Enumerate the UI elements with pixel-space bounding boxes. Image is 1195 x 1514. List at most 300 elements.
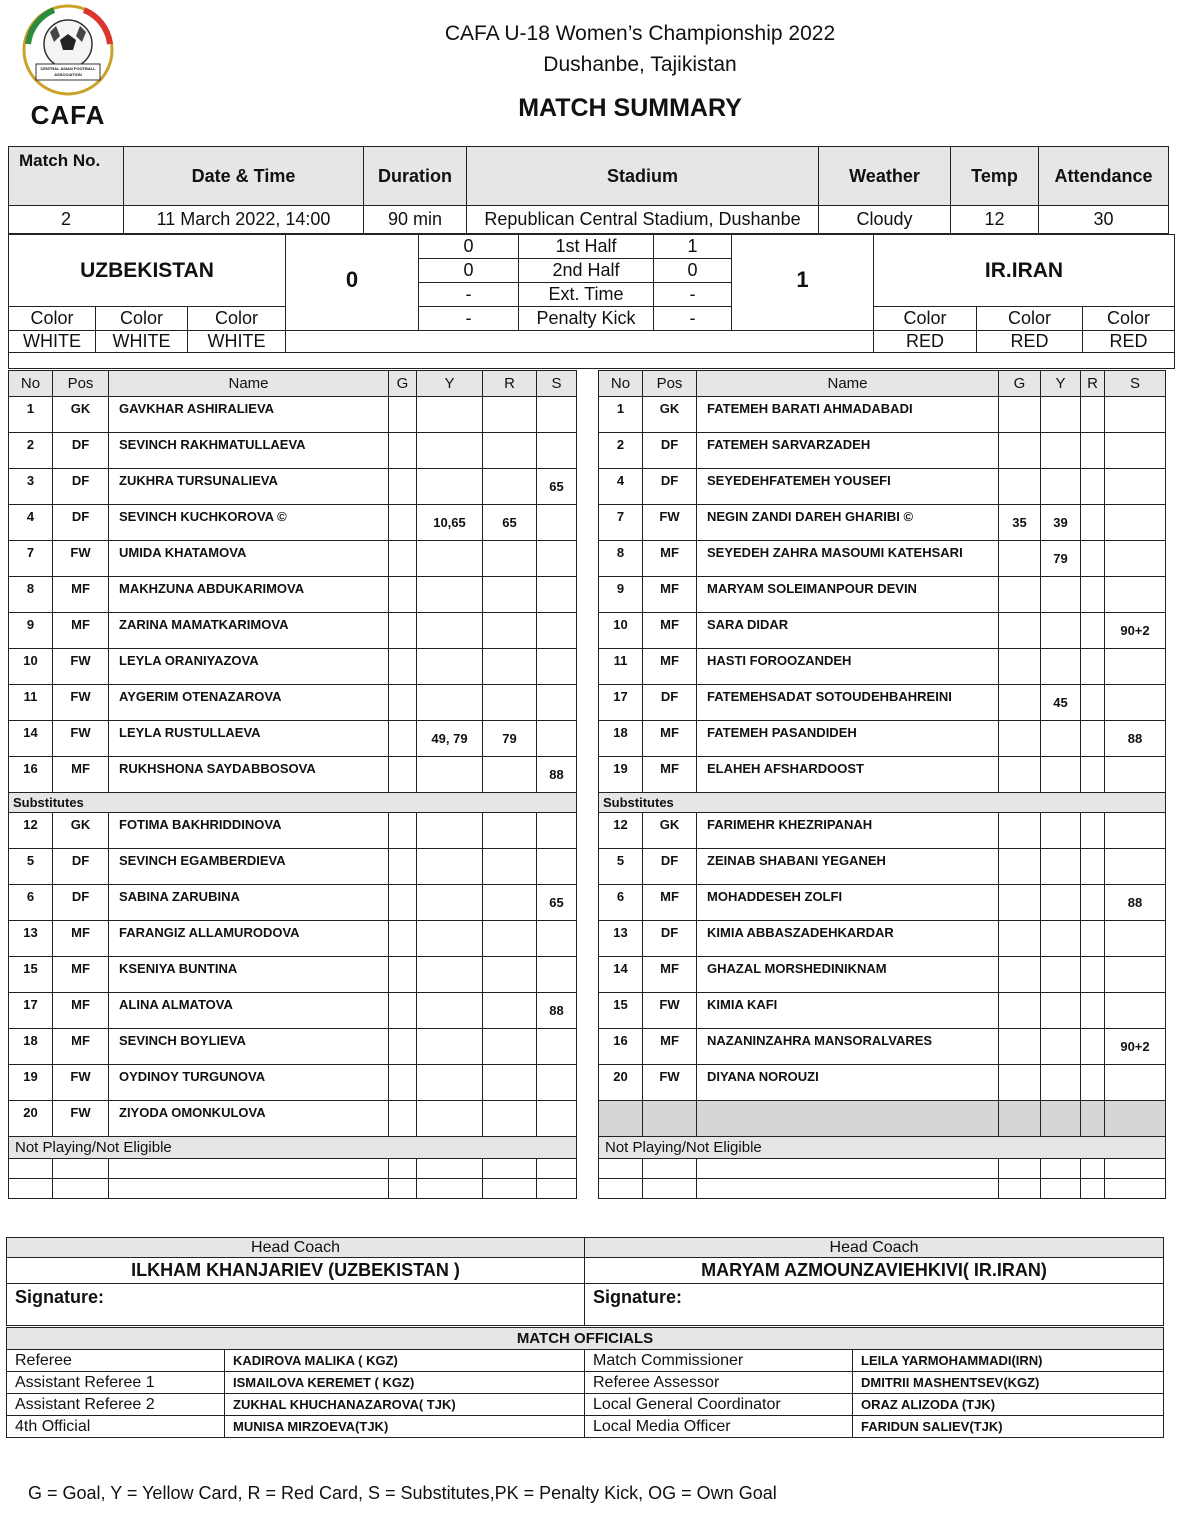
player-row (9, 813, 577, 849)
player-number: 9 (9, 613, 53, 649)
official-role: Referee Assessor (585, 1372, 853, 1394)
away-1st-half: 1 (654, 235, 732, 259)
empty-cell (1081, 1179, 1105, 1199)
empty-cell (697, 1101, 999, 1137)
player-position: MF (643, 577, 697, 613)
empty-cell (1105, 1101, 1166, 1137)
official-name: FARIDUN SALIEV(TJK) (853, 1416, 1164, 1438)
player-position: GK (643, 813, 697, 849)
empty-cell (537, 1179, 577, 1199)
officials-table (6, 1327, 1164, 1438)
player-r-minute (483, 541, 537, 577)
player-g-minute (999, 1029, 1041, 1065)
player-position: MF (53, 921, 109, 957)
empty-cell (9, 1179, 53, 1199)
player-y-minute (417, 469, 483, 505)
score-table (8, 234, 1175, 369)
player-r-minute (1081, 1029, 1105, 1065)
player-number: 16 (9, 757, 53, 793)
player-s-minute (537, 849, 577, 885)
player-name: SARA DIDAR (697, 613, 999, 649)
away-signature-label: Signature: (585, 1284, 1164, 1326)
not-playing-label: Not Playing/Not Eligible (9, 1137, 577, 1159)
player-row (9, 1029, 577, 1065)
away-score: 1 (732, 235, 874, 331)
player-y-minute (417, 993, 483, 1029)
temp-value: 12 (951, 206, 1039, 234)
player-y-minute (1041, 921, 1081, 957)
player-y-minute (417, 433, 483, 469)
player-row (599, 685, 1166, 721)
stadium-value: Republican Central Stadium, Dushanbe (467, 206, 819, 234)
player-row (9, 685, 577, 721)
player-r-minute (1081, 813, 1105, 849)
player-name: ZARINA MAMATKARIMOVA (109, 613, 389, 649)
championship-location: Dushanbe, Tajikistan (543, 53, 737, 76)
player-number: 4 (599, 469, 643, 505)
player-name: FATEMEH PASANDIDEH (697, 721, 999, 757)
player-s-minute (1105, 957, 1166, 993)
player-name: KIMIA ABBASZADEHKARDAR (697, 921, 999, 957)
player-name: UMIDA KHATAMOVA (109, 541, 389, 577)
home-color-1: WHITE (9, 331, 96, 353)
empty-cell (599, 1101, 643, 1137)
player-row (599, 885, 1166, 921)
empty-row (599, 1159, 1166, 1179)
player-s-minute (537, 813, 577, 849)
official-name: DMITRII MASHENTSEV(KGZ) (853, 1372, 1164, 1394)
player-row (599, 469, 1166, 505)
player-g-minute (999, 885, 1041, 921)
player-row (599, 957, 1166, 993)
player-y-minute (1041, 397, 1081, 433)
empty-cell (9, 1159, 53, 1179)
player-y-minute (417, 1101, 483, 1137)
player-name: LEYLA ORANIYAZOVA (109, 649, 389, 685)
player-s-minute (537, 1029, 577, 1065)
player-number: 20 (599, 1065, 643, 1101)
player-r-minute (483, 649, 537, 685)
empty-cell (599, 1179, 643, 1199)
player-g-minute (389, 505, 417, 541)
player-position: MF (643, 649, 697, 685)
player-position: DF (643, 433, 697, 469)
weather-label: Weather (819, 147, 951, 206)
player-r-minute (1081, 721, 1105, 757)
player-y-minute: 79 (1041, 541, 1081, 577)
player-row (599, 541, 1166, 577)
player-r-minute: 79 (483, 721, 537, 757)
column-header-s: S (537, 371, 577, 397)
player-g-minute (389, 813, 417, 849)
empty-cell (53, 1179, 109, 1199)
player-number: 2 (9, 433, 53, 469)
player-s-minute (537, 577, 577, 613)
substitutes-label: Substitutes (9, 793, 577, 813)
player-s-minute (537, 1101, 577, 1137)
player-g-minute (389, 469, 417, 505)
player-number: 13 (9, 921, 53, 957)
player-position: MF (53, 957, 109, 993)
official-role: Local General Coordinator (585, 1394, 853, 1416)
player-position: DF (53, 433, 109, 469)
player-r-minute (483, 885, 537, 921)
player-row (9, 849, 577, 885)
player-number: 20 (9, 1101, 53, 1137)
player-s-minute (537, 433, 577, 469)
player-row (599, 613, 1166, 649)
player-g-minute (389, 613, 417, 649)
player-name: NAZANINZAHRA MANSORALVARES (697, 1029, 999, 1065)
player-number: 18 (9, 1029, 53, 1065)
player-r-minute (1081, 577, 1105, 613)
home-1st-half: 0 (419, 235, 519, 259)
player-number: 5 (9, 849, 53, 885)
player-r-minute (483, 577, 537, 613)
official-name: MUNISA MIRZOEVA(TJK) (225, 1416, 585, 1438)
player-g-minute (389, 1065, 417, 1101)
player-position: FW (53, 1101, 109, 1137)
empty-cell (417, 1159, 483, 1179)
player-row (599, 813, 1166, 849)
player-y-minute (1041, 433, 1081, 469)
empty-cell (999, 1101, 1041, 1137)
player-position: MF (53, 757, 109, 793)
player-s-minute (1105, 469, 1166, 505)
player-position: DF (643, 921, 697, 957)
player-row (9, 541, 577, 577)
official-row (7, 1394, 1164, 1416)
player-name: FATEMEH BARATI AHMADABADI (697, 397, 999, 433)
player-r-minute (1081, 849, 1105, 885)
player-row (9, 1101, 577, 1137)
player-row (599, 1065, 1166, 1101)
player-g-minute (999, 849, 1041, 885)
player-r-minute (1081, 921, 1105, 957)
player-row (9, 613, 577, 649)
official-name: LEILA YARMOHAMMADI(IRN) (853, 1350, 1164, 1372)
player-position: MF (53, 613, 109, 649)
player-position: FW (643, 505, 697, 541)
home-color-3: WHITE (188, 331, 286, 353)
player-position: MF (53, 577, 109, 613)
player-r-minute (1081, 613, 1105, 649)
player-s-minute (537, 921, 577, 957)
player-r-minute (483, 813, 537, 849)
player-y-minute (417, 649, 483, 685)
player-g-minute (999, 685, 1041, 721)
player-number: 13 (599, 921, 643, 957)
player-row (599, 577, 1166, 613)
match-no-value: 2 (9, 206, 124, 234)
player-y-minute (417, 1065, 483, 1101)
official-name: ZUKHAL KHUCHANAZAROVA( TJK) (225, 1394, 585, 1416)
player-name: GHAZAL MORSHEDINIKNAM (697, 957, 999, 993)
official-row (7, 1350, 1164, 1372)
player-row (9, 757, 577, 793)
player-name: MOHADDESEH ZOLFI (697, 885, 999, 921)
player-number: 19 (9, 1065, 53, 1101)
player-position: FW (53, 721, 109, 757)
legend: G = Goal, Y = Yellow Card, R = Red Card, S = Substitutes,PK = Penalty Kick, OG = Own Goal (28, 1483, 777, 1503)
player-position: MF (643, 613, 697, 649)
player-r-minute (1081, 993, 1105, 1029)
player-y-minute (1041, 757, 1081, 793)
player-number: 10 (599, 613, 643, 649)
player-r-minute (483, 613, 537, 649)
empty-cell (999, 1159, 1041, 1179)
player-number: 19 (599, 757, 643, 793)
player-g-minute (389, 433, 417, 469)
away-player-table (598, 370, 1166, 1199)
player-number: 7 (9, 541, 53, 577)
player-name: DIYANA NOROUZI (697, 1065, 999, 1101)
player-g-minute (389, 757, 417, 793)
logo-text: CAFA (30, 100, 106, 130)
player-row (599, 649, 1166, 685)
player-y-minute (1041, 577, 1081, 613)
home-color-2: WHITE (96, 331, 188, 353)
player-row (599, 433, 1166, 469)
player-s-minute (1105, 921, 1166, 957)
player-y-minute (417, 613, 483, 649)
player-y-minute (417, 757, 483, 793)
official-row (7, 1372, 1164, 1394)
player-number: 18 (599, 721, 643, 757)
empty-cell (1041, 1101, 1081, 1137)
player-name: FARIMEHR KHEZRIPANAH (697, 813, 999, 849)
away-color-2: RED (977, 331, 1083, 353)
column-header-pos: Pos (53, 371, 109, 397)
player-name: RUKHSHONA SAYDABBOSOVA (109, 757, 389, 793)
player-r-minute (483, 1029, 537, 1065)
player-number: 3 (9, 469, 53, 505)
player-r-minute (1081, 885, 1105, 921)
player-y-minute (417, 921, 483, 957)
official-name: ISMAILOVA KEREMET ( KGZ) (225, 1372, 585, 1394)
official-role: Referee (7, 1350, 225, 1372)
player-position: DF (53, 469, 109, 505)
empty-cell (697, 1179, 999, 1199)
player-r-minute (1081, 1065, 1105, 1101)
football-icon (14, 4, 122, 100)
player-r-minute (483, 757, 537, 793)
player-row (599, 921, 1166, 957)
player-y-minute (1041, 1029, 1081, 1065)
player-g-minute (999, 993, 1041, 1029)
column-header-r: R (1081, 371, 1105, 397)
period-ext-time: Ext. Time (519, 283, 654, 307)
date-time-label: Date & Time (124, 147, 364, 206)
player-name: LEYLA RUSTULLAEVA (109, 721, 389, 757)
player-name: KIMIA KAFI (697, 993, 999, 1029)
player-number: 4 (9, 505, 53, 541)
away-penalty: - (654, 307, 732, 331)
column-header-no: No (599, 371, 643, 397)
player-name: SEVINCH RAKHMATULLAEVA (109, 433, 389, 469)
empty-cell (643, 1101, 697, 1137)
player-number: 2 (599, 433, 643, 469)
player-name: SEVINCH EGAMBERDIEVA (109, 849, 389, 885)
empty-cell (537, 1159, 577, 1179)
player-g-minute (999, 469, 1041, 505)
player-name: FATEMEHSADAT SOTOUDEHBAHREINI (697, 685, 999, 721)
player-s-minute (537, 685, 577, 721)
period-2nd-half: 2nd Half (519, 259, 654, 283)
column-header-y: Y (1041, 371, 1081, 397)
player-row (9, 957, 577, 993)
home-ext-time: - (419, 283, 519, 307)
player-name: ALINA ALMATOVA (109, 993, 389, 1029)
player-s-minute (1105, 1065, 1166, 1101)
column-header-r: R (483, 371, 537, 397)
player-s-minute (1105, 577, 1166, 613)
home-penalty: - (419, 307, 519, 331)
player-name: SEVINCH BOYLIEVA (109, 1029, 389, 1065)
match-no-label: Match No. (9, 147, 124, 206)
date-time-value: 11 March 2022, 14:00 (124, 206, 364, 234)
player-y-minute (417, 957, 483, 993)
empty-cell (483, 1159, 537, 1179)
player-position: MF (53, 993, 109, 1029)
player-g-minute (999, 613, 1041, 649)
player-g-minute (999, 1065, 1041, 1101)
coaches-table (6, 1237, 1164, 1326)
player-row (9, 885, 577, 921)
duration-label: Duration (364, 147, 467, 206)
official-role: Local Media Officer (585, 1416, 853, 1438)
cafa-logo (14, 4, 122, 130)
column-header-g: G (389, 371, 417, 397)
player-row (9, 1065, 577, 1101)
player-r-minute (1081, 685, 1105, 721)
player-s-minute (537, 397, 577, 433)
official-role: Match Commissioner (585, 1350, 853, 1372)
player-g-minute (999, 541, 1041, 577)
player-s-minute (1105, 649, 1166, 685)
player-r-minute (483, 469, 537, 505)
player-s-minute: 88 (537, 993, 577, 1029)
player-number: 1 (599, 397, 643, 433)
player-g-minute (389, 885, 417, 921)
player-position: FW (643, 993, 697, 1029)
player-y-minute (417, 577, 483, 613)
player-row (9, 721, 577, 757)
player-g-minute (389, 957, 417, 993)
player-number: 7 (599, 505, 643, 541)
player-y-minute (1041, 885, 1081, 921)
player-row (9, 505, 577, 541)
player-number: 12 (9, 813, 53, 849)
player-s-minute: 88 (537, 757, 577, 793)
player-y-minute (417, 813, 483, 849)
officials-title: MATCH OFFICIALS (7, 1328, 1164, 1350)
player-name: SEVINCH KUCHKOROVA © (109, 505, 389, 541)
player-name: SEYEDEH ZAHRA MASOUMI KATEHSARI (697, 541, 999, 577)
player-number: 11 (9, 685, 53, 721)
player-row (9, 469, 577, 505)
player-y-minute: 39 (1041, 505, 1081, 541)
player-position: GK (643, 397, 697, 433)
period-penalty-kick: Penalty Kick (519, 307, 654, 331)
player-r-minute (483, 1065, 537, 1101)
column-header-y: Y (417, 371, 483, 397)
empty-cell (417, 1179, 483, 1199)
empty-cell (109, 1179, 389, 1199)
home-coach-name: ILKHAM KHANJARIEV (UZBEKISTAN ) (7, 1258, 585, 1284)
player-y-minute (1041, 649, 1081, 685)
player-position: DF (643, 469, 697, 505)
away-2nd-half: 0 (654, 259, 732, 283)
player-name: HASTI FOROOZANDEH (697, 649, 999, 685)
player-r-minute (1081, 433, 1105, 469)
period-1st-half: 1st Half (519, 235, 654, 259)
empty-cell (1081, 1159, 1105, 1179)
player-position: MF (643, 957, 697, 993)
empty-cell (53, 1159, 109, 1179)
official-role: 4th Official (7, 1416, 225, 1438)
player-s-minute (537, 505, 577, 541)
player-position: GK (53, 397, 109, 433)
player-name: ZEINAB SHABANI YEGANEH (697, 849, 999, 885)
player-row (9, 577, 577, 613)
player-row (9, 993, 577, 1029)
player-row (599, 721, 1166, 757)
empty-cell (1081, 1101, 1105, 1137)
home-team-name: UZBEKISTAN (9, 235, 286, 307)
away-team-name: IR.IRAN (874, 235, 1175, 307)
player-r-minute (483, 685, 537, 721)
empty-row (599, 1179, 1166, 1199)
away-color-3: RED (1083, 331, 1175, 353)
player-s-minute: 88 (1105, 721, 1166, 757)
empty-cell (643, 1179, 697, 1199)
player-position: MF (643, 885, 697, 921)
player-y-minute (417, 849, 483, 885)
player-position: FW (53, 1065, 109, 1101)
player-name: KSENIYA BUNTINA (109, 957, 389, 993)
player-s-minute (1105, 813, 1166, 849)
player-name: MAKHZUNA ABDUKARIMOVA (109, 577, 389, 613)
player-s-minute (1105, 433, 1166, 469)
column-header-g: G (999, 371, 1041, 397)
player-r-minute (1081, 397, 1105, 433)
player-g-minute (999, 757, 1041, 793)
player-g-minute (999, 813, 1041, 849)
player-row (599, 849, 1166, 885)
substitutes-label: Substitutes (599, 793, 1166, 813)
player-g-minute (389, 921, 417, 957)
player-name: AYGERIM OTENAZAROVA (109, 685, 389, 721)
player-s-minute (1105, 397, 1166, 433)
player-name: SEYEDEHFATEMEH YOUSEFI (697, 469, 999, 505)
player-y-minute (417, 541, 483, 577)
empty-cell (1041, 1179, 1081, 1199)
player-number: 1 (9, 397, 53, 433)
player-row (599, 993, 1166, 1029)
player-y-minute (1041, 813, 1081, 849)
player-y-minute (1041, 469, 1081, 505)
player-g-minute (389, 993, 417, 1029)
empty-cell (1105, 1179, 1166, 1199)
player-number: 11 (599, 649, 643, 685)
home-2nd-half: 0 (419, 259, 519, 283)
player-row (9, 649, 577, 685)
player-r-minute (483, 993, 537, 1029)
player-y-minute (417, 397, 483, 433)
player-position: DF (643, 849, 697, 885)
player-name: NEGIN ZANDI DAREH GHARIBI © (697, 505, 999, 541)
